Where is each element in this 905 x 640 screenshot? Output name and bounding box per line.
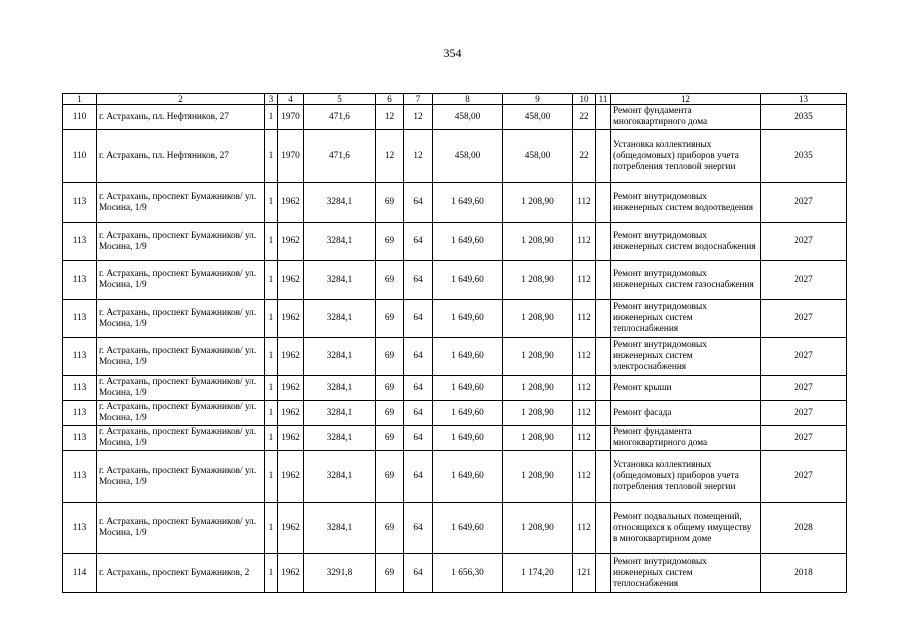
cell-col9: 1 208,90 <box>503 223 573 261</box>
cell-col3: 1 <box>265 223 278 261</box>
cell-col7: 64 <box>404 503 433 554</box>
cell-area: 3291,8 <box>304 554 376 593</box>
cell-col6: 69 <box>376 554 404 593</box>
header-cell: 11 <box>596 94 611 105</box>
cell-col7: 64 <box>404 300 433 338</box>
cell-number: 113 <box>63 300 97 338</box>
cell-col8: 1 649,60 <box>433 338 503 376</box>
cell-address: г. Астрахань, проспект Бумажников/ ул. Мосина, 1/9 <box>97 451 265 503</box>
table-row <box>63 401 847 426</box>
header-cell: 10 <box>573 94 596 105</box>
header-cell: 7 <box>404 94 433 105</box>
header-cell: 9 <box>503 94 573 105</box>
cell-area: 3284,1 <box>304 223 376 261</box>
cell-col3: 1 <box>265 261 278 300</box>
cell-col7: 12 <box>404 130 433 183</box>
cell-plan-year: 2035 <box>761 130 847 183</box>
cell-work: Ремонт внутридомовых инженерных систем электроснабжения <box>611 338 761 376</box>
cell-col9: 1 174,20 <box>503 554 573 593</box>
cell-address: г. Астрахань, проспект Бумажников/ ул. Мосина, 1/9 <box>97 376 265 401</box>
cell-col11 <box>596 503 611 554</box>
cell-col8: 458,00 <box>433 105 503 130</box>
cell-col9: 1 208,90 <box>503 426 573 451</box>
cell-col6: 69 <box>376 376 404 401</box>
cell-col10: 112 <box>573 300 596 338</box>
cell-number: 113 <box>63 338 97 376</box>
cell-col11 <box>596 451 611 503</box>
cell-year: 1962 <box>278 261 304 300</box>
cell-col7: 64 <box>404 401 433 426</box>
cell-number: 114 <box>63 554 97 593</box>
cell-year: 1962 <box>278 451 304 503</box>
cell-number: 113 <box>63 451 97 503</box>
cell-col9: 1 208,90 <box>503 300 573 338</box>
cell-col10: 22 <box>573 130 596 183</box>
cell-number: 113 <box>63 426 97 451</box>
cell-work: Ремонт внутридомовых инженерных систем газоснабжения <box>611 261 761 300</box>
cell-area: 3284,1 <box>304 376 376 401</box>
cell-area: 3284,1 <box>304 503 376 554</box>
table-row <box>63 300 847 338</box>
table-row <box>63 223 847 261</box>
cell-col3: 1 <box>265 554 278 593</box>
table-row <box>63 554 847 593</box>
cell-address: г. Астрахань, проспект Бумажников/ ул. Мосина, 1/9 <box>97 426 265 451</box>
cell-area: 3284,1 <box>304 183 376 223</box>
cell-col11 <box>596 183 611 223</box>
cell-col10: 112 <box>573 338 596 376</box>
cell-col6: 12 <box>376 105 404 130</box>
cell-plan-year: 2027 <box>761 183 847 223</box>
cell-col7: 64 <box>404 554 433 593</box>
cell-col11 <box>596 261 611 300</box>
cell-area: 471,6 <box>304 105 376 130</box>
header-cell: 8 <box>433 94 503 105</box>
header-cell: 2 <box>97 94 265 105</box>
header-cell: 3 <box>265 94 278 105</box>
cell-col8: 1 649,60 <box>433 376 503 401</box>
cell-work: Ремонт крыши <box>611 376 761 401</box>
table-row <box>63 338 847 376</box>
cell-area: 471,6 <box>304 130 376 183</box>
cell-plan-year: 2027 <box>761 338 847 376</box>
cell-year: 1962 <box>278 300 304 338</box>
header-cell: 5 <box>304 94 376 105</box>
header-cell: 6 <box>376 94 404 105</box>
cell-address: г. Астрахань, пл. Нефтяников, 27 <box>97 105 265 130</box>
cell-work: Ремонт внутридомовых инженерных систем теплоснабжения <box>611 554 761 593</box>
cell-work: Ремонт фундамента многоквартирного дома <box>611 426 761 451</box>
cell-year: 1962 <box>278 338 304 376</box>
cell-col9: 1 208,90 <box>503 451 573 503</box>
cell-col3: 1 <box>265 105 278 130</box>
cell-col10: 22 <box>573 105 596 130</box>
cell-col6: 69 <box>376 338 404 376</box>
cell-plan-year: 2027 <box>761 426 847 451</box>
cell-col9: 1 208,90 <box>503 503 573 554</box>
cell-year: 1970 <box>278 130 304 183</box>
cell-number: 113 <box>63 401 97 426</box>
cell-col11 <box>596 376 611 401</box>
cell-plan-year: 2027 <box>761 300 847 338</box>
cell-col7: 12 <box>404 105 433 130</box>
cell-address: г. Астрахань, проспект Бумажников/ ул. Мосина, 1/9 <box>97 261 265 300</box>
table-row <box>63 261 847 300</box>
cell-col6: 69 <box>376 300 404 338</box>
cell-col9: 458,00 <box>503 130 573 183</box>
cell-area: 3284,1 <box>304 261 376 300</box>
header-cell: 4 <box>278 94 304 105</box>
cell-work: Ремонт внутридомовых инженерных систем водоотведения <box>611 183 761 223</box>
cell-address: г. Астрахань, проспект Бумажников/ ул. Мосина, 1/9 <box>97 503 265 554</box>
header-cell: 1 <box>63 94 97 105</box>
cell-col9: 1 208,90 <box>503 401 573 426</box>
cell-area: 3284,1 <box>304 426 376 451</box>
cell-address: г. Астрахань, проспект Бумажников/ ул. Мосина, 1/9 <box>97 338 265 376</box>
cell-col11 <box>596 105 611 130</box>
cell-col10: 121 <box>573 554 596 593</box>
cell-number: 110 <box>63 105 97 130</box>
cell-col10: 112 <box>573 503 596 554</box>
cell-work: Ремонт внутридомовых инженерных систем водоснабжения <box>611 223 761 261</box>
cell-col3: 1 <box>265 451 278 503</box>
cell-col8: 458,00 <box>433 130 503 183</box>
cell-number: 113 <box>63 261 97 300</box>
cell-col3: 1 <box>265 130 278 183</box>
cell-col11 <box>596 338 611 376</box>
cell-year: 1962 <box>278 554 304 593</box>
table-row <box>63 451 847 503</box>
cell-col10: 112 <box>573 426 596 451</box>
cell-col8: 1 649,60 <box>433 503 503 554</box>
cell-plan-year: 2028 <box>761 503 847 554</box>
cell-col8: 1 656,30 <box>433 554 503 593</box>
cell-col6: 69 <box>376 183 404 223</box>
cell-col6: 69 <box>376 426 404 451</box>
cell-col9: 1 208,90 <box>503 183 573 223</box>
header-row <box>63 94 847 105</box>
table-row <box>63 130 847 183</box>
cell-address: г. Астрахань, проспект Бумажников/ ул. Мосина, 1/9 <box>97 183 265 223</box>
cell-area: 3284,1 <box>304 300 376 338</box>
cell-col10: 112 <box>573 261 596 300</box>
cell-col3: 1 <box>265 503 278 554</box>
page-number: 354 <box>443 46 462 60</box>
cell-col6: 69 <box>376 401 404 426</box>
cell-col10: 112 <box>573 376 596 401</box>
cell-year: 1962 <box>278 503 304 554</box>
cell-col11 <box>596 300 611 338</box>
cell-number: 113 <box>63 183 97 223</box>
cell-area: 3284,1 <box>304 451 376 503</box>
cell-work: Ремонт внутридомовых инженерных систем теплоснабжения <box>611 300 761 338</box>
cell-col6: 69 <box>376 503 404 554</box>
cell-col10: 112 <box>573 451 596 503</box>
cell-address: г. Астрахань, проспект Бумажников/ ул. Мосина, 1/9 <box>97 401 265 426</box>
cell-col3: 1 <box>265 300 278 338</box>
cell-address: г. Астрахань, проспект Бумажников/ ул. Мосина, 1/9 <box>97 300 265 338</box>
cell-work: Ремонт подвальных помещений, относящихся к общему имуществу в многоквартирном доме <box>611 503 761 554</box>
cell-col11 <box>596 554 611 593</box>
cell-plan-year: 2027 <box>761 261 847 300</box>
cell-col3: 1 <box>265 426 278 451</box>
cell-col8: 1 649,60 <box>433 401 503 426</box>
cell-number: 113 <box>63 376 97 401</box>
table-row <box>63 105 847 130</box>
cell-plan-year: 2027 <box>761 401 847 426</box>
cell-address: г. Астрахань, пл. Нефтяников, 27 <box>97 130 265 183</box>
cell-col10: 112 <box>573 401 596 426</box>
header-cell: 13 <box>761 94 847 105</box>
cell-work: Ремонт фундамента многоквартирного дома <box>611 105 761 130</box>
cell-col8: 1 649,60 <box>433 223 503 261</box>
cell-col3: 1 <box>265 338 278 376</box>
table-row <box>63 376 847 401</box>
cell-col7: 64 <box>404 223 433 261</box>
table-row <box>63 183 847 223</box>
cell-col10: 112 <box>573 223 596 261</box>
table-row <box>63 426 847 451</box>
cell-year: 1962 <box>278 426 304 451</box>
cell-plan-year: 2018 <box>761 554 847 593</box>
table-row <box>63 503 847 554</box>
cell-col7: 64 <box>404 261 433 300</box>
cell-year: 1970 <box>278 105 304 130</box>
cell-col7: 64 <box>404 338 433 376</box>
cell-col7: 64 <box>404 451 433 503</box>
cell-col11 <box>596 223 611 261</box>
header-cell: 12 <box>611 94 761 105</box>
cell-work: Установка коллективных (общедомовых) приборов учета потребления тепловой энергии <box>611 451 761 503</box>
cell-col9: 458,00 <box>503 105 573 130</box>
cell-col11 <box>596 426 611 451</box>
cell-col7: 64 <box>404 376 433 401</box>
cell-plan-year: 2027 <box>761 376 847 401</box>
repair-program-table <box>62 93 847 593</box>
cell-col6: 69 <box>376 451 404 503</box>
cell-col6: 69 <box>376 261 404 300</box>
cell-year: 1962 <box>278 223 304 261</box>
cell-col8: 1 649,60 <box>433 451 503 503</box>
cell-col7: 64 <box>404 426 433 451</box>
cell-col10: 112 <box>573 183 596 223</box>
cell-col9: 1 208,90 <box>503 338 573 376</box>
cell-number: 113 <box>63 503 97 554</box>
cell-number: 113 <box>63 223 97 261</box>
cell-col11 <box>596 130 611 183</box>
cell-year: 1962 <box>278 401 304 426</box>
cell-col8: 1 649,60 <box>433 261 503 300</box>
cell-work: Ремонт фасада <box>611 401 761 426</box>
cell-col3: 1 <box>265 401 278 426</box>
cell-col9: 1 208,90 <box>503 376 573 401</box>
cell-col11 <box>596 401 611 426</box>
cell-col3: 1 <box>265 376 278 401</box>
cell-area: 3284,1 <box>304 401 376 426</box>
cell-plan-year: 2027 <box>761 223 847 261</box>
cell-area: 3284,1 <box>304 338 376 376</box>
cell-col6: 69 <box>376 223 404 261</box>
cell-address: г. Астрахань, проспект Бумажников/ ул. Мосина, 1/9 <box>97 223 265 261</box>
cell-col8: 1 649,60 <box>433 426 503 451</box>
cell-col3: 1 <box>265 183 278 223</box>
cell-col9: 1 208,90 <box>503 261 573 300</box>
cell-col8: 1 649,60 <box>433 183 503 223</box>
cell-work: Установка коллективных (общедомовых) приборов учета потребления тепловой энергии <box>611 130 761 183</box>
cell-year: 1962 <box>278 183 304 223</box>
cell-plan-year: 2027 <box>761 451 847 503</box>
cell-col7: 64 <box>404 183 433 223</box>
cell-plan-year: 2035 <box>761 105 847 130</box>
cell-col8: 1 649,60 <box>433 300 503 338</box>
cell-address: г. Астрахань, проспект Бумажников, 2 <box>97 554 265 593</box>
cell-col6: 12 <box>376 130 404 183</box>
cell-number: 110 <box>63 130 97 183</box>
cell-year: 1962 <box>278 376 304 401</box>
